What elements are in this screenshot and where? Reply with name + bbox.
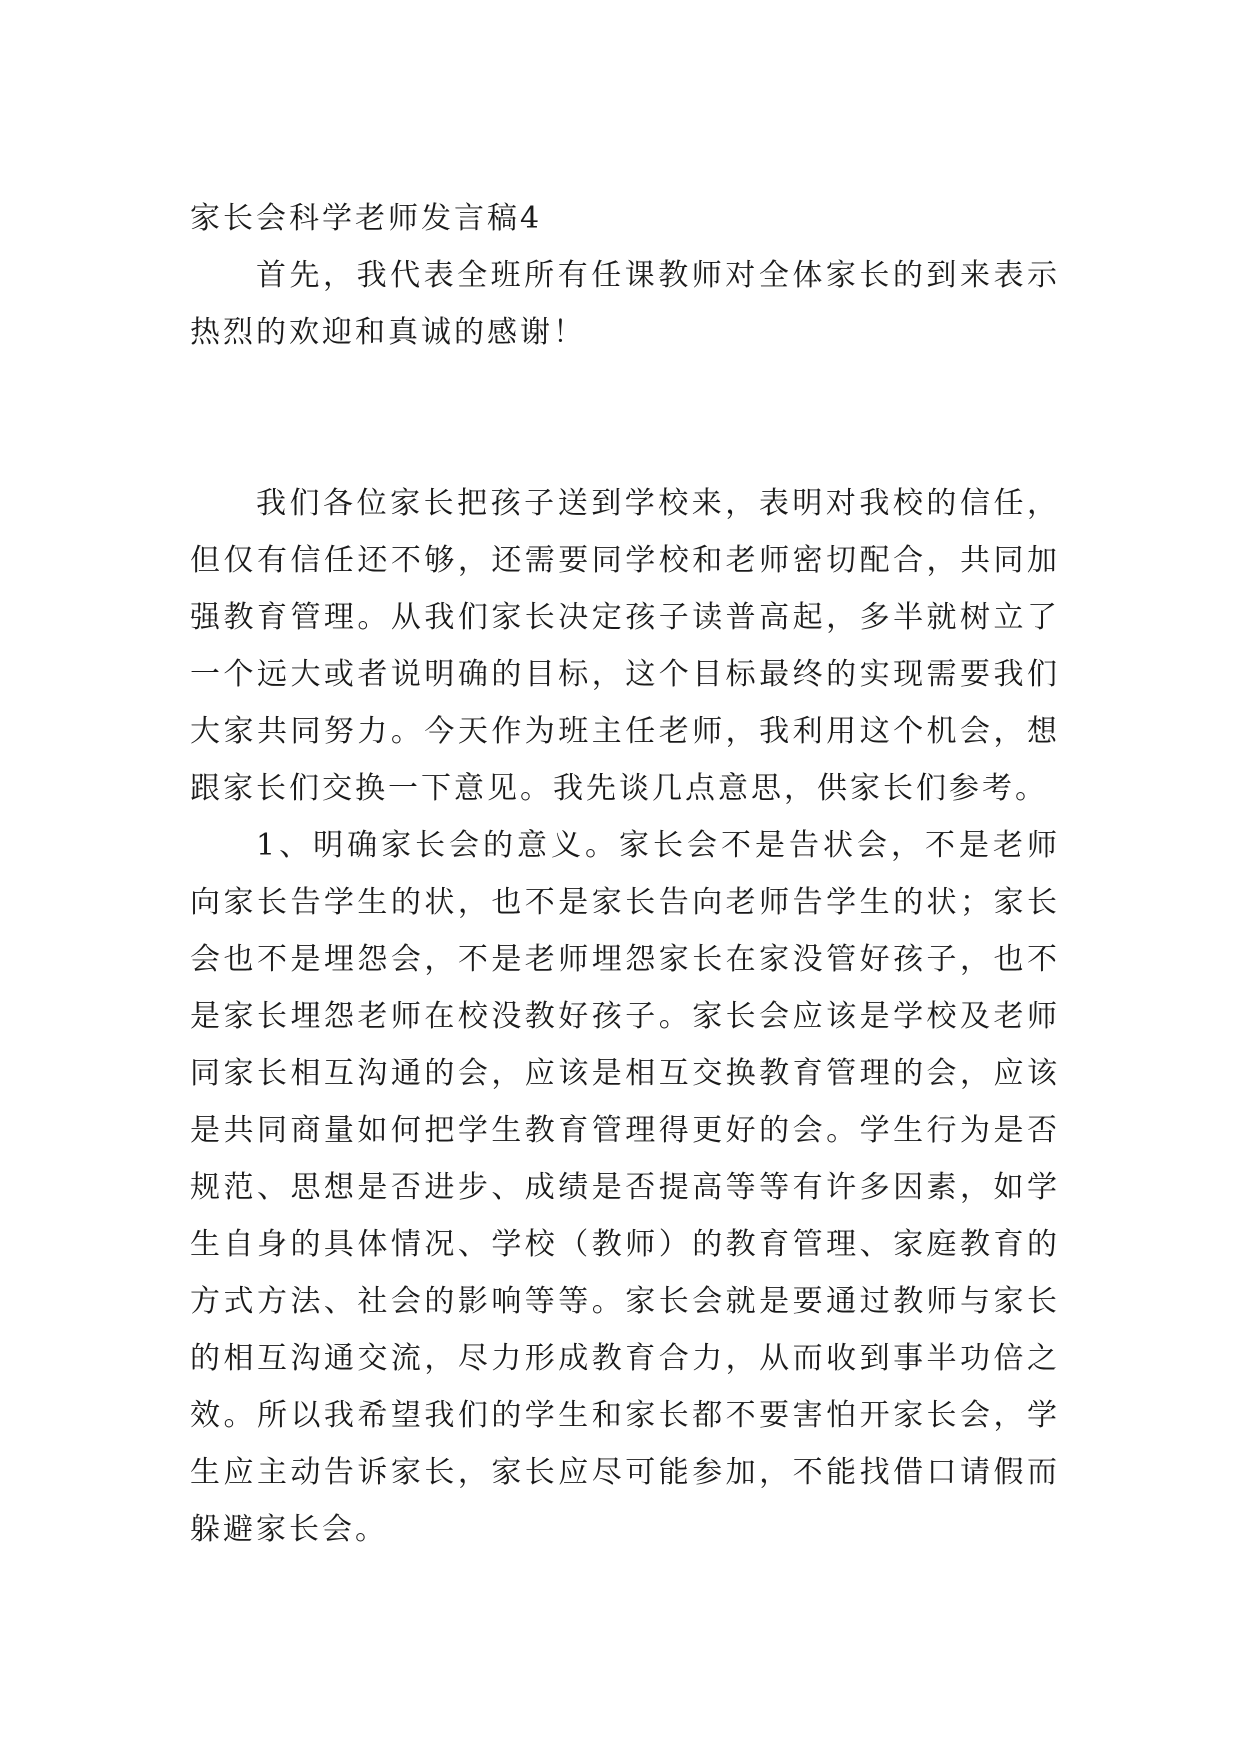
paragraph-spacer — [190, 361, 1060, 475]
paragraph-welcome: 首先，我代表全班所有任课教师对全体家长的到来表示热烈的欢迎和真诚的感谢！ — [190, 258, 1060, 350]
paragraph-trust: 我们各位家长把孩子送到学校来，表明对我校的信任，但仅有信任还不够，还需要同学校和老师密切配合，共同加强教育管理。从我们家长决定孩子读普高起，多半就树立了一个远大或者说明确的目标，这个目标最终的实现需要我们大家共同努力。今天作为班主任老师，我利用这个机会，想跟家长们交换一下意见。我先谈几点意思，供家长们参考。 — [190, 486, 1060, 806]
document-body — [190, 190, 1060, 1558]
paragraph-meeting-meaning: 1、明确家长会的意义。家长会不是告状会，不是老师向家长告学生的状，也不是家长告向老师告学生的状；家长会也不是埋怨会，不是老师埋怨家长在家没管好孩子，也不是家长埋怨老师在校没教好孩子。家长会应该是学校及老师同家长相互沟通的会，应该是相互交换教育管理的会，应该是共同商量如何把学生教育管理得更好的会。学生行为是否规范、思想是否进步、成绩是否提高等等有许多因素，如学生自身的具体情况、学校（教师）的教育管理、家庭教育的方式方法、社会的影响等等。家长会就是要通过教师与家长的相互沟通交流，尽力形成教育合力，从而收到事半功倍之效。所以我希望我们的学生和家长都不要害怕开家长会，学生应主动告诉家长，家长应尽可能参加，不能找借口请假而躲避家长会。 — [190, 828, 1060, 1547]
document-title: 家长会科学老师发言稿4 — [190, 201, 543, 236]
